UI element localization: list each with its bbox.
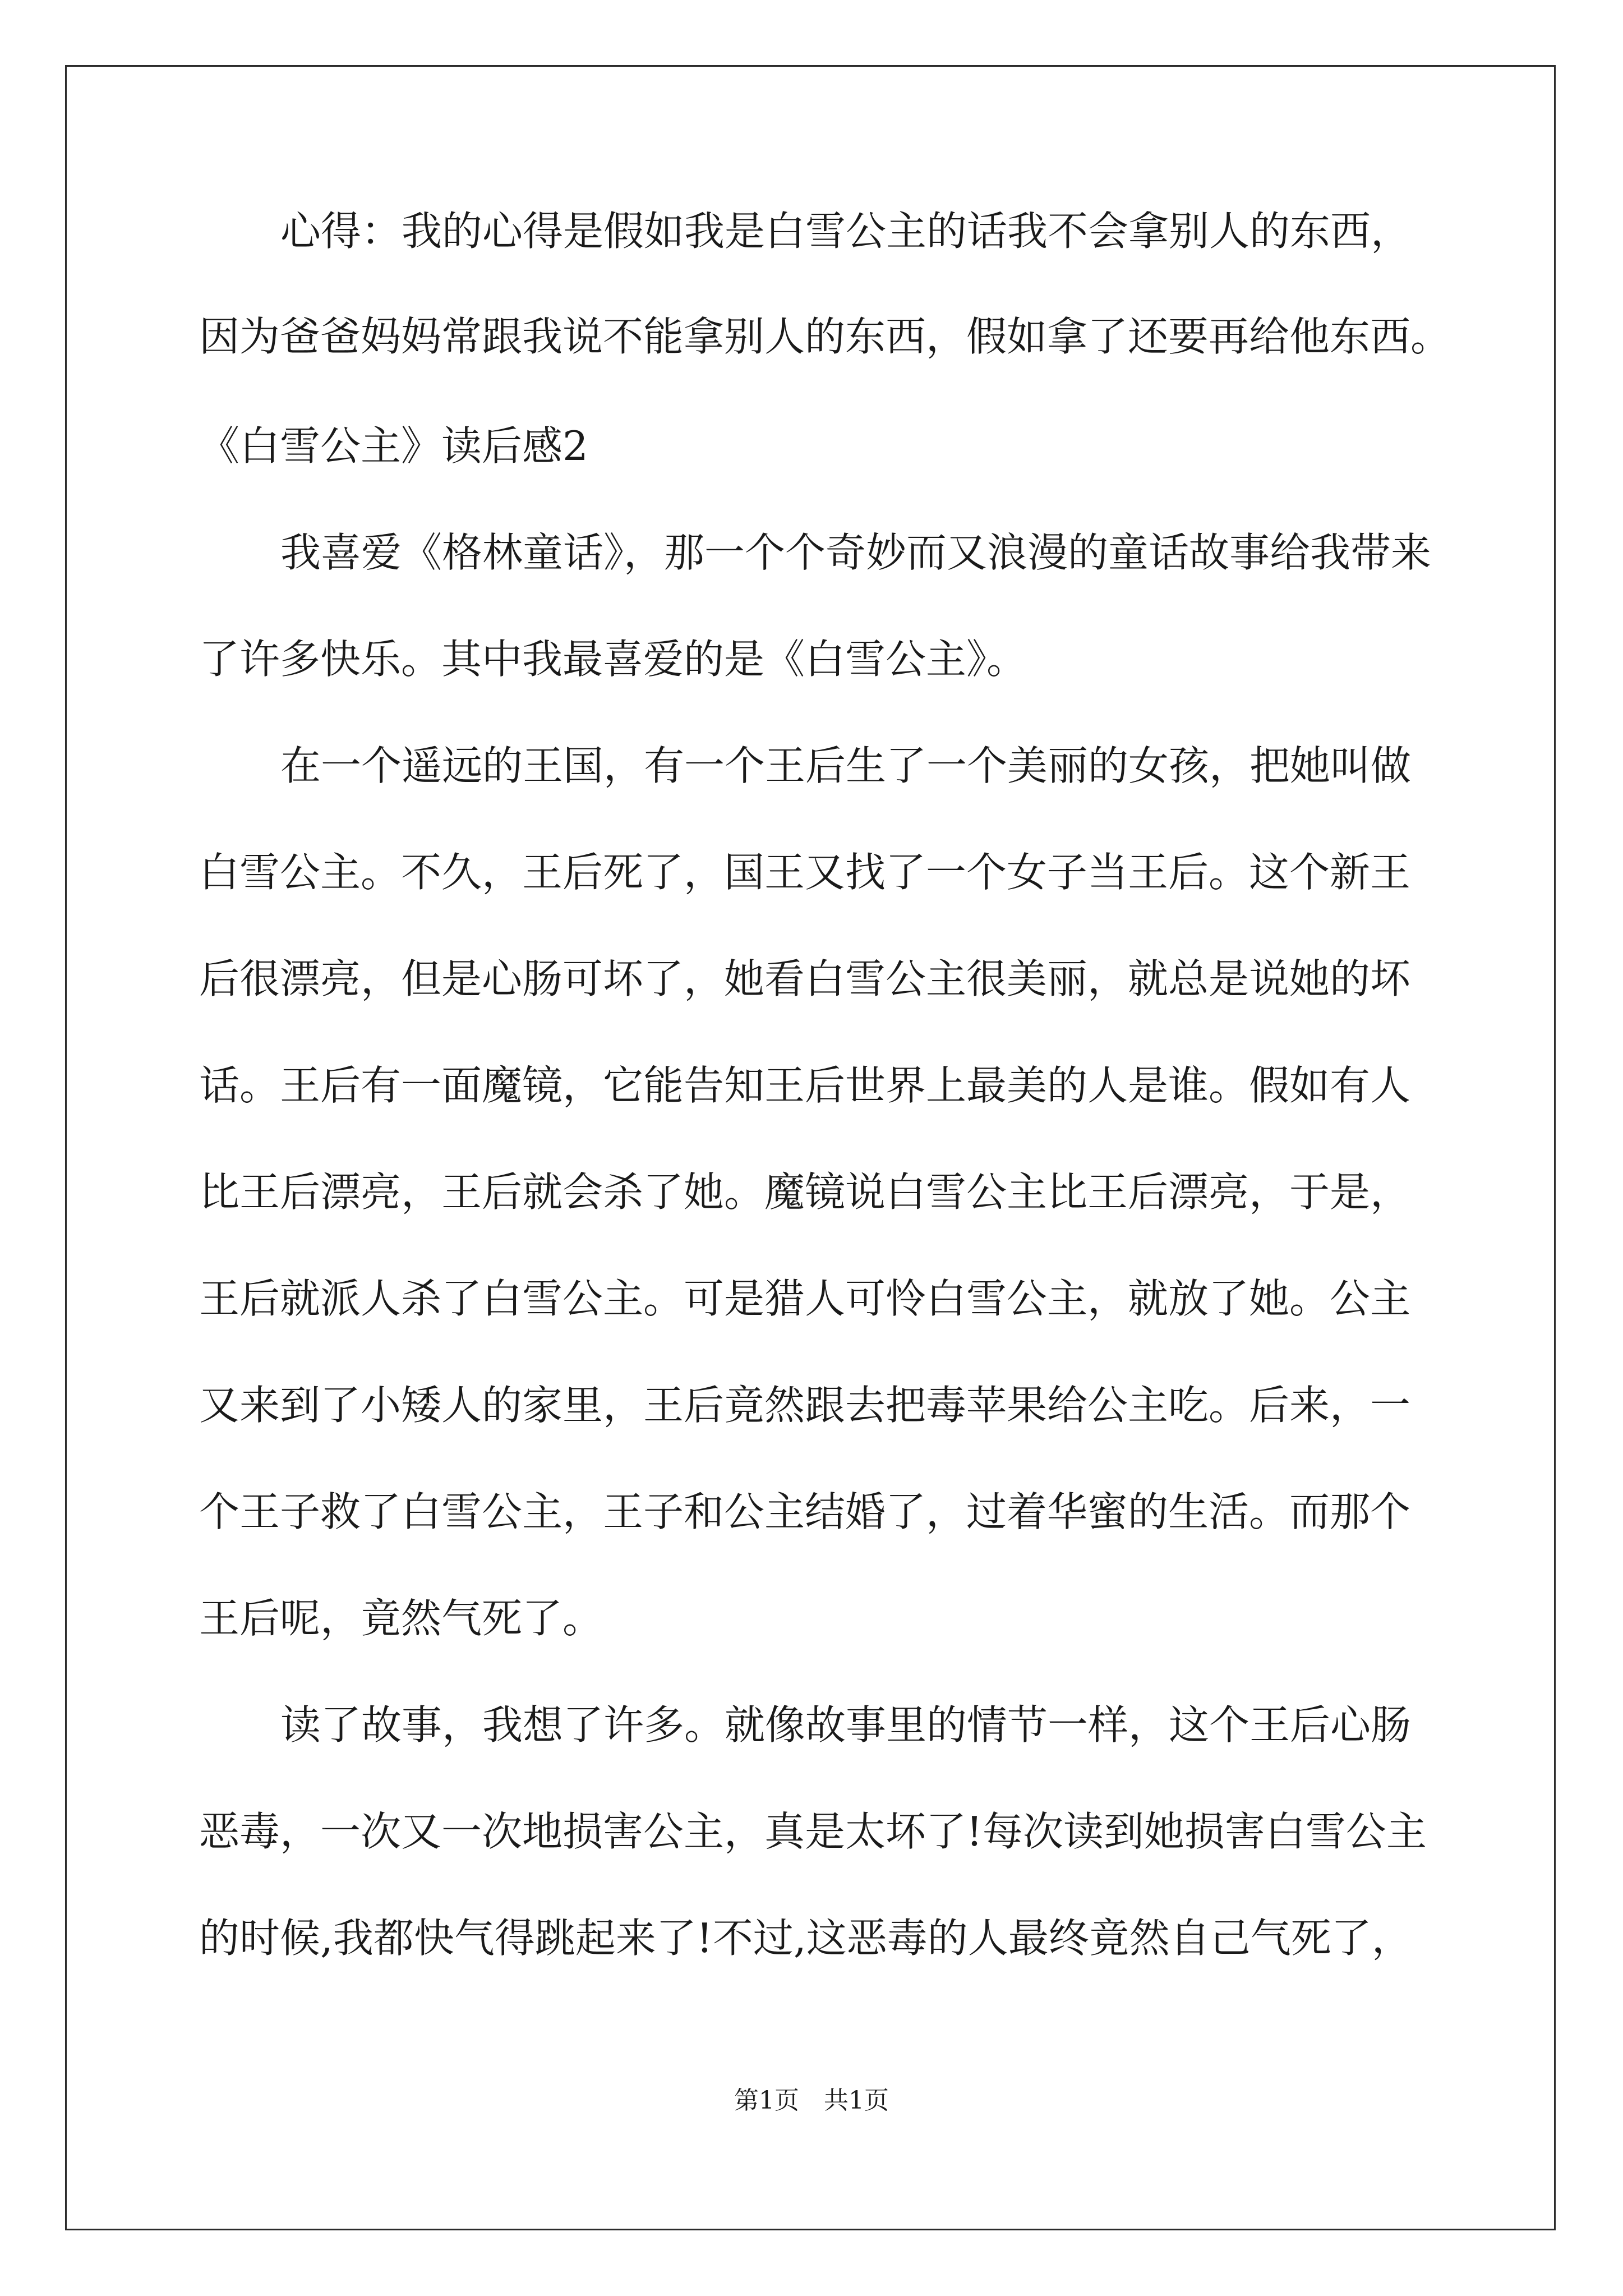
paragraph-3-line-9: 王后呢，竟然气死了。 [199, 1595, 603, 1642]
paragraph-3-line-6: 王后就派人杀了白雪公主。可是猎人可怜白雪公主，就放了她。公主 [199, 1275, 1411, 1322]
paragraph-4-line-3: 的时候,我都快气得跳起来了!不过,这恶毒的人最终竟然自己气死了， [199, 1915, 1412, 1962]
paragraph-3-line-7: 又来到了小矮人的家里，王后竟然跟去把毒苹果给公主吃。后来，一 [199, 1382, 1411, 1429]
paragraph-3-line-5: 比王后漂亮，王后就会杀了她。魔镜说白雪公主比王后漂亮，于是， [199, 1168, 1411, 1216]
paragraph-1-line-1: 心得：我的心得是假如我是白雪公主的话我不会拿别人的东西， [280, 208, 1412, 255]
page-footer: 第1页 共1页 [734, 2086, 889, 2115]
paragraph-2-line-1: 我喜爱《格林童话》，那一个个奇妙而又浪漫的童话故事给我带来 [280, 529, 1432, 576]
paragraph-3-line-4: 话。王后有一面魔镜，它能告知王后世界上最美的人是谁。假如有人 [199, 1062, 1411, 1109]
section-heading: 《白雪公主》读后感2 [199, 422, 588, 470]
paragraph-3-line-8: 个王子救了白雪公主，王子和公主结婚了，过着华蜜的生活。而那个 [199, 1488, 1411, 1535]
paragraph-4-line-2: 恶毒，一次又一次地损害公主，真是太坏了!每次读到她损害白雪公主 [199, 1808, 1427, 1855]
paragraph-3-line-3: 后很漂亮，但是心肠可坏了，她看白雪公主很美丽，就总是说她的坏 [199, 955, 1411, 1002]
paragraph-3-line-1: 在一个遥远的王国，有一个王后生了一个美丽的女孩，把她叫做 [280, 742, 1412, 789]
paragraph-2-line-2: 了许多快乐。其中我最喜爱的是《白雪公主》。 [199, 636, 1027, 683]
paragraph-3-line-2: 白雪公主。不久，王后死了，国王又找了一个女子当王后。这个新王 [199, 849, 1411, 896]
paragraph-1-line-2: 因为爸爸妈妈常跟我说不能拿别人的东西，假如拿了还要再给他东西。 [199, 313, 1451, 360]
paragraph-4-line-1: 读了故事，我想了许多。就像故事里的情节一样，这个王后心肠 [280, 1701, 1412, 1749]
page-border [65, 65, 1556, 2230]
